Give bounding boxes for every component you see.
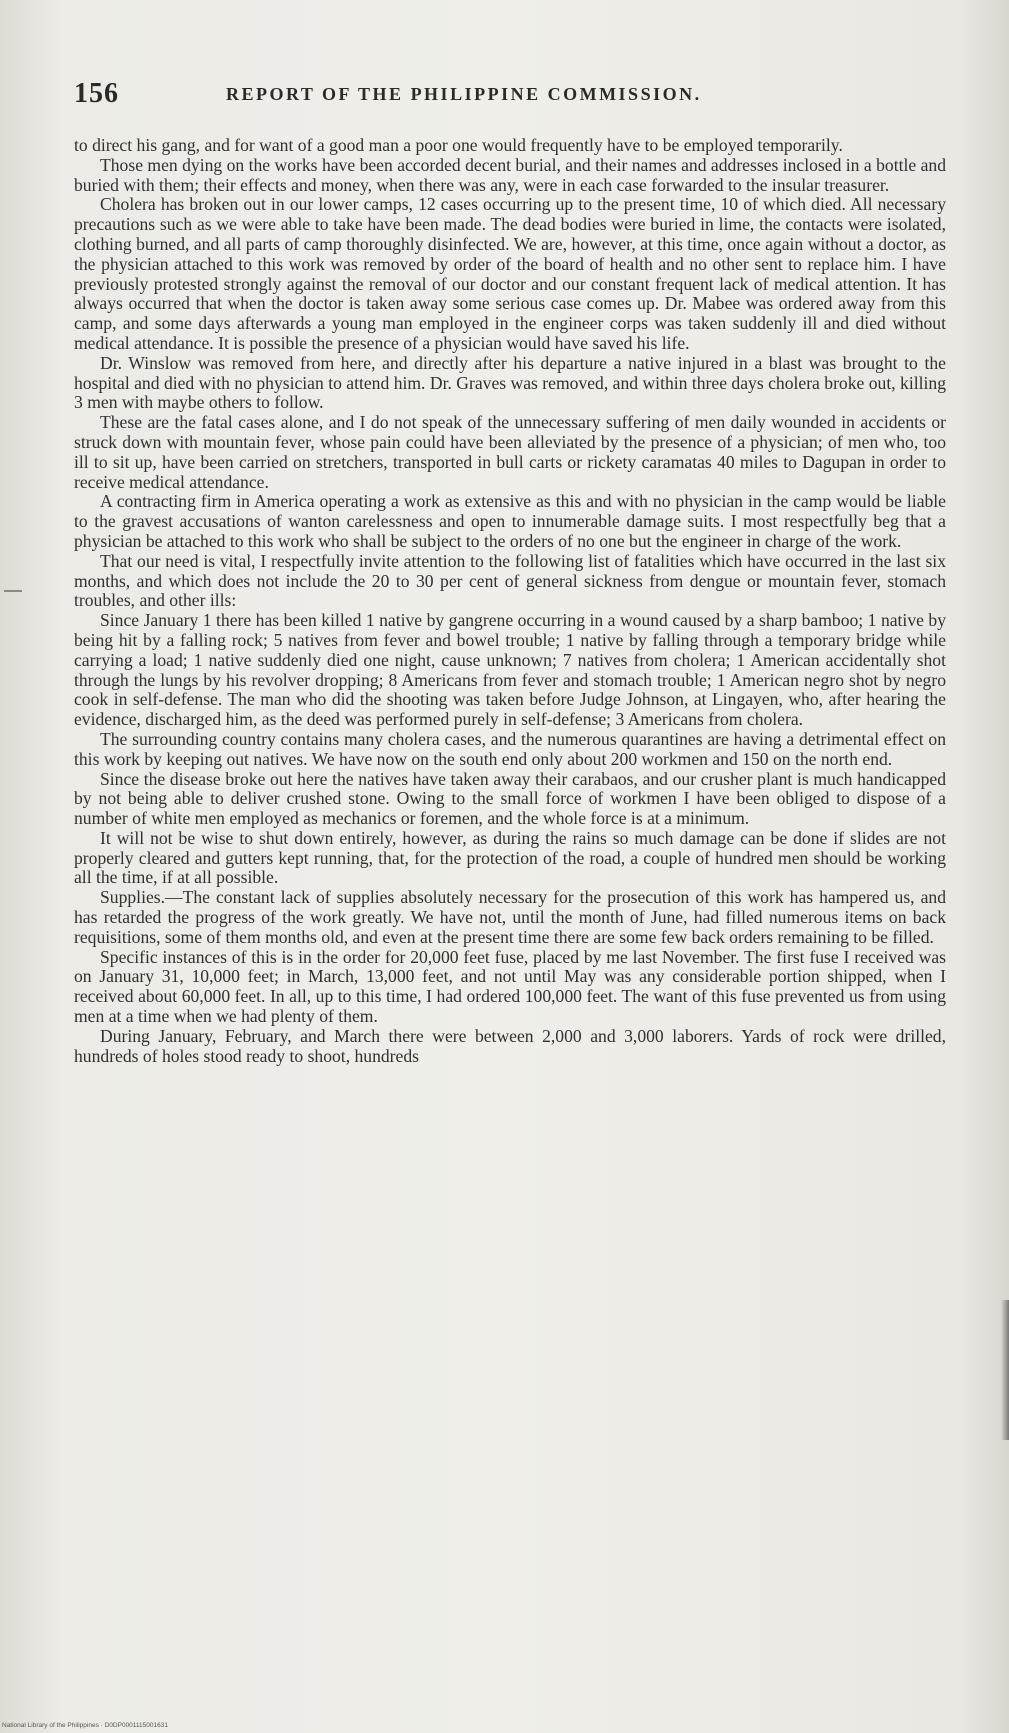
paragraph: Cholera has broken out in our lower camps, 12 cases occurring up to the present time, 10 of which died. All necessary precautions such as we were able to take have been made. The dead bodies were buried in lime, the contacts were isolated, clothing burned, and all parts of camp thoroughly disinfected. We are, however, at this time, once again without a doctor, as the physician attached to this work was removed by order of the board of health and no other sent to replace him. I have previously protested strongly against the removal of our doctor and our constant frequent lack of medical attention. It has always occurred that when the doctor is taken away some serious case comes up. Dr. Mabee was ordered away from this camp, and some days afterwards a young man employed in the engineer corps was taken suddenly ill and died without medical attendance. It is possible the presence of a physician would have saved his life. (74, 194, 946, 353)
paragraph: That our need is vital, I respectfully invite attention to the following list of fatalities which have occurred in the last six months, and which does not include the 20 to 30 per cent of general sickness from dengue or mountain fever, stomach troubles, and other ills: (74, 550, 946, 611)
page-number: 156 (74, 78, 119, 109)
scan-footer: National Library of the Philippines · D0DP0001115001631 (2, 1722, 168, 1729)
paragraph: These are the fatal cases alone, and I do not speak of the unnecessary suffering of men daily wounded in accidents or struck down with mountain fever, whose pain could have been alleviated by the presence of a physician; of men who, too ill to sit up, have been carried on stretchers, transported in bull carts or rickety caramatas 40 miles to Dagupan in order to receive medical attendance. (74, 412, 946, 492)
paragraph: Since January 1 there has been killed 1 native by gangrene occurring in a wound caused by a sharp bamboo; 1 native by being hit by a falling rock; 5 natives from fever and bowel trouble; 1 native by falling through a temporary bridge while carrying a load; 1 native suddenly died one night, cause unknown; 7 natives from cholera; 1 American accidentally shot through the lungs by his revolver dropping; 8 Americans from fever and stomach trouble; 1 American negro shot by negro cook in self-defense. The man who did the shooting was taken before Judge Johnson, at Lingayen, who, after hearing the evidence, discharged him, as the deed was performed purely in self-defense; 3 Americans from cholera. (74, 610, 946, 730)
paragraph: During January, February, and March there were between 2,000 and 3,000 laborers. Yards of rock were drilled, hundreds of holes stood ready to shoot, hundreds (74, 1025, 946, 1066)
paragraph: Supplies.—The constant lack of supplies absolutely necessary for the prosecution of this work has hampered us, and has retarded the progress of the work greatly. We have not, until the month of June, had filled numerous items on back requisitions, some of them months old, and even at the present time there are some few back orders remaining to be filled. (74, 887, 946, 947)
body-text (74, 136, 946, 1066)
paragraph: Since the disease broke out here the natives have taken away their carabaos, and our crusher plant is much handicapped by not being able to deliver crushed stone. Owing to the small force of workmen I have been obliged to dispose of a number of white men employed as mechanics or foremen, and the whole force is at a minimum. (74, 768, 946, 829)
paragraph: Dr. Winslow was removed from here, and directly after his departure a native injured in a blast was brought to the hospital and died with no physician to attend him. Dr. Graves was removed, and within three days cholera broke out, killing 3 men with maybe others to follow. (74, 352, 946, 413)
page-edge-shadow (1001, 1300, 1009, 1440)
margin-mark (4, 590, 22, 592)
paragraph: It will not be wise to shut down entirely, however, as during the rains so much damage can be done if slides are not properly cleared and gutters kept running, that, for the protection of the road, a couple of hundred men should be working all the time, if at all possible. (74, 827, 946, 888)
paragraph: A contracting firm in America operating a work as extensive as this and with no physician in the camp would be liable to the gravest accusations of wanton carelessness and open to innumerable damage suits. I most respectfully beg that a physician be attached to this work who shall be subject to the orders of no one but the engineer in charge of the work. (74, 491, 946, 551)
paragraph: Specific instances of this is in the order for 20,000 feet fuse, placed by me last November. The first fuse I received was on January 31, 10,000 feet; in March, 13,000 feet, and not until May was any considerable portion shipped, when I received about 60,000 feet. In all, up to this time, I had ordered 100,000 feet. The want of this fuse prevented us from using men at a time when we had plenty of them. (74, 946, 946, 1027)
paragraph: to direct his gang, and for want of a good man a poor one would frequently have to be employed temporarily. (74, 135, 843, 155)
paragraph: The surrounding country contains many cholera cases, and the numerous quarantines are having a detrimental effect on this work by keeping out natives. We have now on the south end only about 200 workmen and 150 on the north end. (74, 728, 946, 769)
running-head: REPORT OF THE PHILIPPINE COMMISSION. (226, 84, 702, 104)
paragraph: Those men dying on the works have been accorded decent burial, and their names and addresses inclosed in a bottle and buried with them; their effects and money, when there was any, were in each case forwarded to the insular treasurer. (74, 154, 946, 195)
page-header (74, 78, 944, 114)
